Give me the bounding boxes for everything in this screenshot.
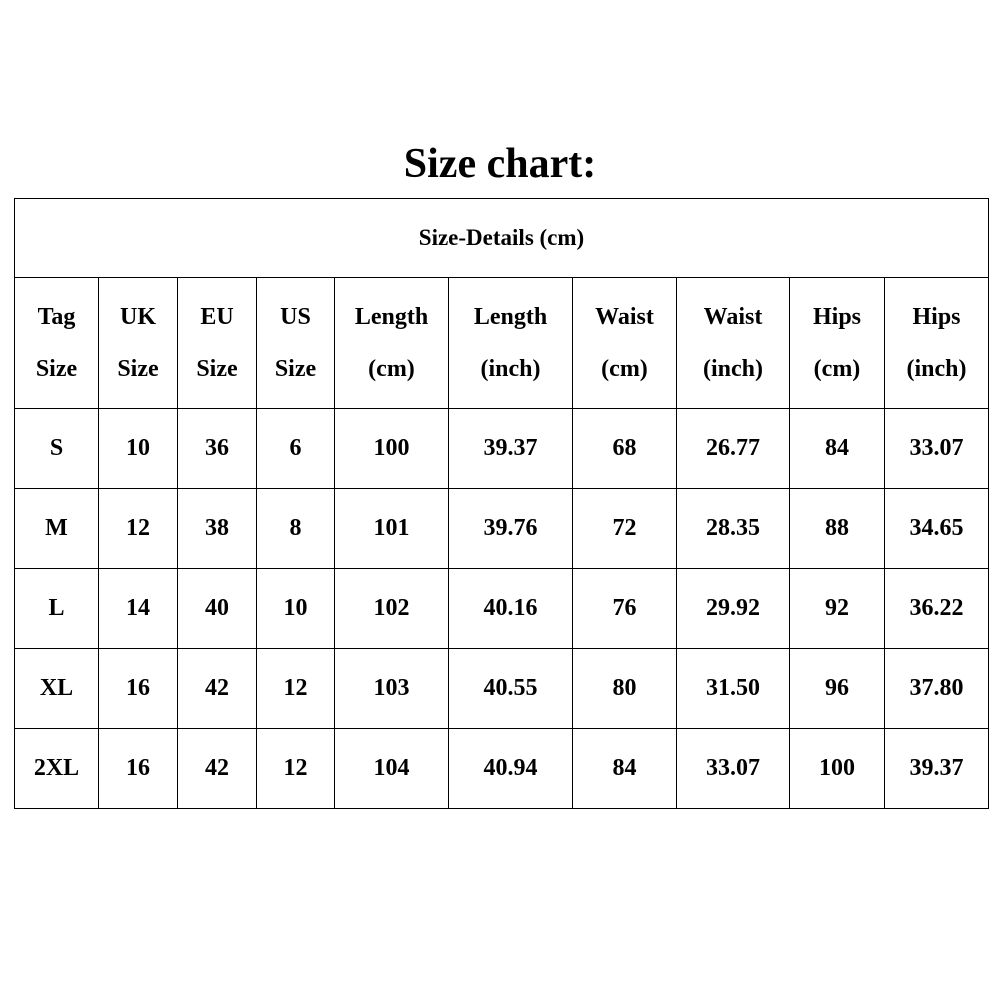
table-cell: 33.07 [885, 409, 989, 489]
table-cell: 92 [790, 569, 885, 649]
table-cell: 38 [178, 489, 257, 569]
table-cell: 12 [257, 649, 335, 729]
table-cell: 76 [573, 569, 677, 649]
table-cell: 16 [99, 649, 178, 729]
column-header [15, 278, 99, 409]
table-cell: 8 [257, 489, 335, 569]
column-header-line: US [280, 304, 311, 330]
table-row [15, 649, 989, 729]
column-header [790, 278, 885, 409]
table-cell: 101 [335, 489, 449, 569]
table-cell: 16 [99, 729, 178, 809]
column-header-line: Size [196, 356, 238, 382]
table-cell: 100 [790, 729, 885, 809]
table-cell: L [15, 569, 99, 649]
table-cell: 40 [178, 569, 257, 649]
column-header-line: Size [117, 356, 159, 382]
table-cell: 36.22 [885, 569, 989, 649]
table-cell: 12 [257, 729, 335, 809]
table-cell: 6 [257, 409, 335, 489]
column-header-line: (cm) [813, 356, 861, 382]
table-cell: M [15, 489, 99, 569]
table-cell: 102 [335, 569, 449, 649]
column-header-line: (inch) [906, 356, 967, 382]
table-cell: 10 [257, 569, 335, 649]
table-row [15, 489, 989, 569]
column-header-line: Length [354, 304, 429, 330]
column-header-line: (inch) [480, 356, 541, 382]
column-header-line: Size [35, 356, 78, 382]
size-chart-table [14, 198, 989, 809]
table-cell: 104 [335, 729, 449, 809]
table-cell: 29.92 [677, 569, 790, 649]
table-cell: 42 [178, 649, 257, 729]
column-header-line: (cm) [368, 356, 415, 382]
table-cell: 84 [790, 409, 885, 489]
table-cell: 100 [335, 409, 449, 489]
table-cell: XL [15, 649, 99, 729]
table-caption-row [15, 199, 989, 278]
table-row [15, 409, 989, 489]
table-caption: Size-Details (cm) [15, 199, 989, 278]
table-cell: 28.35 [677, 489, 790, 569]
column-header [885, 278, 989, 409]
table-row [15, 729, 989, 809]
table-cell: 12 [99, 489, 178, 569]
table-cell: 96 [790, 649, 885, 729]
table-cell: 84 [573, 729, 677, 809]
column-header [449, 278, 573, 409]
table-cell: 36 [178, 409, 257, 489]
table-cell: 26.77 [677, 409, 790, 489]
column-header-line: Length [473, 304, 548, 330]
column-header-line: (inch) [703, 356, 763, 382]
column-header-line: Hips [812, 304, 862, 330]
table-cell: 34.65 [885, 489, 989, 569]
column-header-line: Size [274, 356, 317, 382]
page-title: Size chart: [403, 141, 597, 187]
table-cell: 88 [790, 489, 885, 569]
table-cell: 39.37 [885, 729, 989, 809]
table-cell: 103 [335, 649, 449, 729]
table-cell: 37.80 [885, 649, 989, 729]
table-cell: 40.94 [449, 729, 573, 809]
table-cell: 80 [573, 649, 677, 729]
table-cell: 14 [99, 569, 178, 649]
column-header-line: Hips [912, 304, 961, 330]
column-header-line: EU [200, 304, 234, 330]
column-header [99, 278, 178, 409]
table-cell: 40.55 [449, 649, 573, 729]
table-cell: 39.76 [449, 489, 573, 569]
table-cell: 2XL [15, 729, 99, 809]
column-header-line: (cm) [601, 356, 648, 382]
table-cell: 40.16 [449, 569, 573, 649]
column-header [257, 278, 335, 409]
table-row [15, 569, 989, 649]
table-cell: 68 [573, 409, 677, 489]
column-header-line: Waist [703, 304, 763, 330]
table-cell: S [15, 409, 99, 489]
table-cell: 39.37 [449, 409, 573, 489]
column-header [573, 278, 677, 409]
column-header [178, 278, 257, 409]
table-cell: 33.07 [677, 729, 790, 809]
column-header-line: Tag [37, 304, 76, 330]
table-header-row [15, 278, 989, 409]
table-cell: 10 [99, 409, 178, 489]
column-header-line: UK [120, 304, 156, 330]
table-cell: 42 [178, 729, 257, 809]
column-header [335, 278, 449, 409]
table-cell: 72 [573, 489, 677, 569]
column-header-line: Waist [595, 304, 654, 330]
table-cell: 31.50 [677, 649, 790, 729]
column-header [677, 278, 790, 409]
